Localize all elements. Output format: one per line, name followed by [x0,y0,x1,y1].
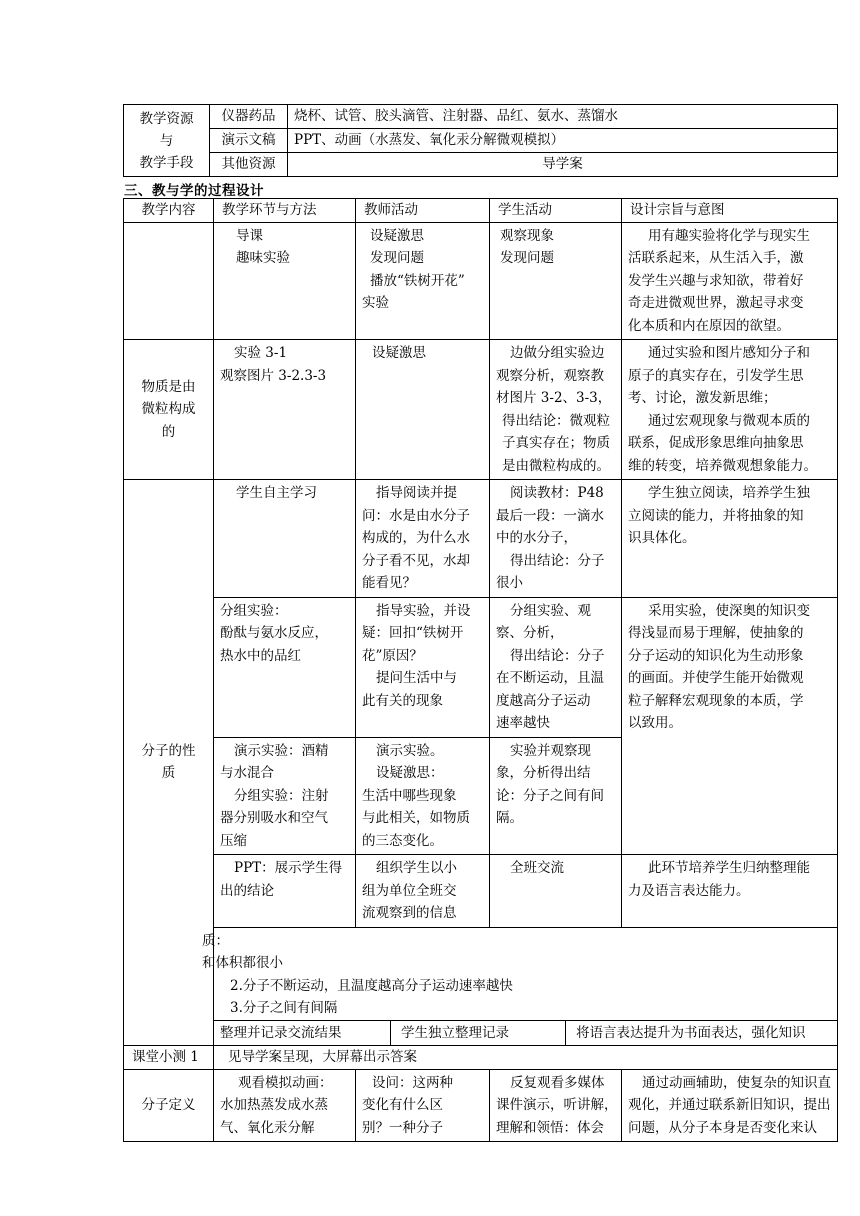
intent-cell [622,1069,838,1142]
teacher-cell [356,480,490,598]
text-line: 设疑激思： [376,765,444,781]
resources-table [123,104,838,177]
text-line: 质 [161,765,176,782]
header-cell: 学生活动 [490,199,622,223]
content-cell [124,222,214,340]
text-line: 维的转变，培养微观想象能力。 [628,457,817,474]
method-cell [214,1069,356,1142]
text-line: 疑：回扣“铁树开 [362,625,464,641]
text-line: PPT：展示学生得 [234,860,343,876]
text-line: 设疑激思 [370,227,424,244]
content-cell [124,340,214,480]
table-row [124,1020,838,1045]
text-line: 组织学生以小 [376,860,457,876]
text-line: 原子的真实存在，引发学生思 [628,367,804,384]
student-cell [490,1069,622,1142]
text-line: 中的水分子， [496,530,577,546]
text-line: 很小 [496,575,523,591]
text-line: 奇走进微观世界，激起寻求变 [628,295,804,311]
text-line: 问题，从分子本身是否变化来认 [628,1119,817,1136]
teacher-cell [356,855,490,928]
text-line: 的 [161,423,176,440]
resource-value: 导学案 [288,153,838,177]
student-cell [490,855,622,928]
table-row [124,480,838,598]
text-line: 得出结论：分子 [510,647,605,664]
text-line: 子真实存在；物质 [502,435,610,451]
table-row [124,927,838,1020]
teacher-cell [356,737,490,855]
text-line: 实验 [362,295,389,311]
text-line: 和体积都很小 [202,955,283,971]
table-row [124,222,838,340]
text-line: 隔。 [496,810,523,826]
text-line: 通过实验和图片感知分子和 [648,345,810,361]
text-line: 此有关的现象 [362,692,443,709]
text-line: 导课 [236,227,263,244]
quiz-content: 见导学案呈现，大屏幕出示答案 [214,1045,838,1069]
text-line: 力及语言表达能力。 [628,882,750,899]
method-cell [214,737,356,855]
text-line: 发现问题 [370,250,424,266]
text-line: 观化，并通过联系新旧知识，提出 [628,1097,831,1113]
text-line: 问：水是由水分子 [362,507,470,524]
text-line: 提问生活中与 [376,670,457,686]
text-line: 观看模拟动画： [238,1074,333,1091]
text-line: 器分别吸水和空气 [220,810,328,826]
student-cell [490,737,622,855]
intent-cell [622,855,838,928]
text-line: 用有趣实验将化学与现实生 [648,227,810,244]
text-line: 最后一段：一滴水 [496,507,604,524]
header-row [124,199,838,223]
text-line: 微粒构成 [141,401,196,418]
quiz-label: 课堂小测 1 [124,1045,214,1069]
summary-cell [202,927,838,1020]
text-line: 分子运动的知识化为生动形象 [628,647,804,664]
process-table [123,198,838,1142]
intent-cell [622,222,838,340]
text-line: 材图片 3-2、3-3， [496,390,612,406]
method-cell [214,222,356,340]
text-line: 组为单位全班交 [362,882,457,899]
text-line: 实验 3-1 [234,345,288,361]
student-cell [490,597,622,737]
text-line: 理解和领悟：体会 [496,1119,604,1136]
text-line: 识具体化。 [628,530,696,546]
text-line: 压缩 [220,832,247,849]
text-line: 以致用。 [628,715,682,731]
table-row [124,855,838,928]
table-row [124,1045,838,1069]
summary-text [202,928,837,1020]
text-line: 构成的，为什么水 [362,530,470,546]
resource-label: 仪器药品 [210,105,288,129]
method-cell [214,340,356,480]
header-cell: 设计宗旨与意图 [622,199,838,223]
method-cell [214,597,356,737]
text-line: 分子的性 [141,742,196,759]
text-line: 全班交流 [510,860,564,876]
content-cell [124,480,214,1046]
text-line: 反复观看多媒体 [510,1074,605,1091]
text-line: 度越高分子运动 [496,692,591,709]
record-intent: 将语言表达提升为书面表达，强化知识 [576,1024,806,1041]
content-cell: 分子定义 [124,1069,214,1142]
teacher-cell [356,597,490,737]
text-line: 花”原因？ [362,647,423,664]
text-line: 实验并观察现 [510,742,591,759]
text-line: 象，分析得出结 [496,765,591,781]
record-row [214,1020,838,1045]
text-line: 是由微粒构成的。 [502,457,610,474]
text-line: 观察图片 3-2.3-3 [220,367,327,384]
text-line: 2.分子不断运动，且温度越高分子运动速率越快 [230,977,513,994]
header-cell: 教学环节与方法 [214,199,356,223]
text-line: 演示实验。 [376,742,444,759]
table-row [124,1069,838,1142]
text-line: 生活中哪些现象 [362,787,457,804]
section-title: 三、教与学的过程设计 [124,183,264,199]
text-line: 气、氧化汞分解 [220,1119,315,1136]
intent-cell [622,340,838,480]
method-cell [214,855,356,928]
table-row [124,340,838,480]
text-line: 物质是由 [141,378,196,395]
text-line: 与水混合 [220,765,274,781]
text-line: 演示实验：酒精 [234,742,329,759]
text-line: 酚酞与氨水反应， [220,625,328,641]
intent-cell [622,480,838,598]
intent-cell [622,597,838,855]
text-line: 别？一种分子 [362,1119,443,1136]
text-line: 阅读教材：P48 [510,485,604,501]
text-line: 察、分析， [496,625,564,641]
text-line: 粒子解释宏观现象的本质，学 [628,692,804,709]
text-line: 论：分子之间有间 [496,787,604,804]
text-line: 水加热蒸发成水蒸 [220,1097,328,1113]
text-line: 分组实验：注射 [234,787,329,804]
resources-group-label [124,105,210,177]
header-cell: 教学内容 [124,199,214,223]
text-line: 变化有什么区 [362,1097,443,1113]
text-line: 课件演示，听讲解， [496,1097,618,1113]
text-line: 设问：这两种 [372,1074,453,1091]
student-cell [490,222,622,340]
text-line: 分组实验： [220,602,288,619]
text-line: 观察现象 [500,227,554,244]
method-cell [214,480,356,598]
resource-value: 烧杯、试管、胶头滴管、注射器、品红、氨水、蒸馏水 [288,105,838,129]
text-line: 学生独立阅读，培养学生独 [648,485,810,501]
text-line: 采用实验，使深奥的知识变 [648,602,810,619]
teacher-cell [356,340,490,480]
student-cell [490,340,622,480]
text-line: 速率越快 [496,715,550,731]
text-line: 活联系起来，从生活入手，激 [628,250,804,266]
table-row [124,597,838,737]
text-line: 分子看不见，水却 [362,552,470,569]
text-line: 与此相关，如物质 [362,810,470,826]
student-cell [490,480,622,598]
text-line: 边做分组实验边 [510,345,605,361]
text-line: 发现问题 [500,250,554,266]
record-method: 整理并记录交流结果 [214,1021,391,1045]
text-line: 设疑激思 [372,345,426,361]
text-line: 趣味实验 [236,250,290,266]
text-line: 通过宏观现象与微观本质的 [648,412,810,429]
resource-label: 演示文稿 [210,129,288,153]
text-line: 学生自主学习 [236,485,317,501]
text-line: 指导阅读并提 [376,485,457,501]
resources-label-line: 教学资源 [139,110,194,127]
text-line: 指导实验，并设 [376,602,471,619]
text-line: 通过动画辅助，使复杂的知识直 [642,1074,831,1091]
text-line: 联系，促成形象思维向抽象思 [628,435,804,451]
text-line: 得浅显而易于理解，使抽象的 [628,625,804,641]
text-line: 得出结论：微观粒 [502,412,610,429]
text-line: 出的结论 [220,882,274,899]
text-line: 的画面。并使学生能开始微观 [628,670,804,686]
resource-label: 其他资源 [210,153,288,177]
text-line: 立阅读的能力，并将抽象的知 [628,507,804,524]
header-cell: 教师活动 [356,199,490,223]
text-line: 3.分子之间有间隔 [230,1000,338,1016]
text-line: 能看见？ [362,575,416,591]
text-line: 得出结论：分子 [510,552,605,569]
text-line: 播放“铁树开花” [370,272,465,289]
record-student: 学生独立整理记录 [391,1021,566,1045]
teacher-cell [356,222,490,340]
resources-label-line: 教学手段 [139,154,194,171]
text-line: 在不断运动，且温 [496,670,604,686]
text-line: 发学生兴趣与求知欲，带着好 [628,272,804,289]
resources-label-line: 与 [159,132,174,149]
text-line: 此环节培养学生归纳整理能 [648,860,810,876]
text-line: 质： [202,932,229,949]
text-line: 的三态变化。 [362,832,443,849]
text-line: 分组实验、观 [510,602,591,619]
text-line: 考、讨论，激发新思维； [628,390,777,406]
text-line: 化本质和内在原因的欲望。 [628,317,790,334]
resource-value: PPT、动画（水蒸发、氧化汞分解微观模拟） [288,129,838,153]
teacher-cell [356,1069,490,1142]
text-line: 流观察到的信息 [362,905,457,921]
text-line: 热水中的品红 [220,647,301,664]
text-line: 观察分析，观察教 [496,367,604,384]
